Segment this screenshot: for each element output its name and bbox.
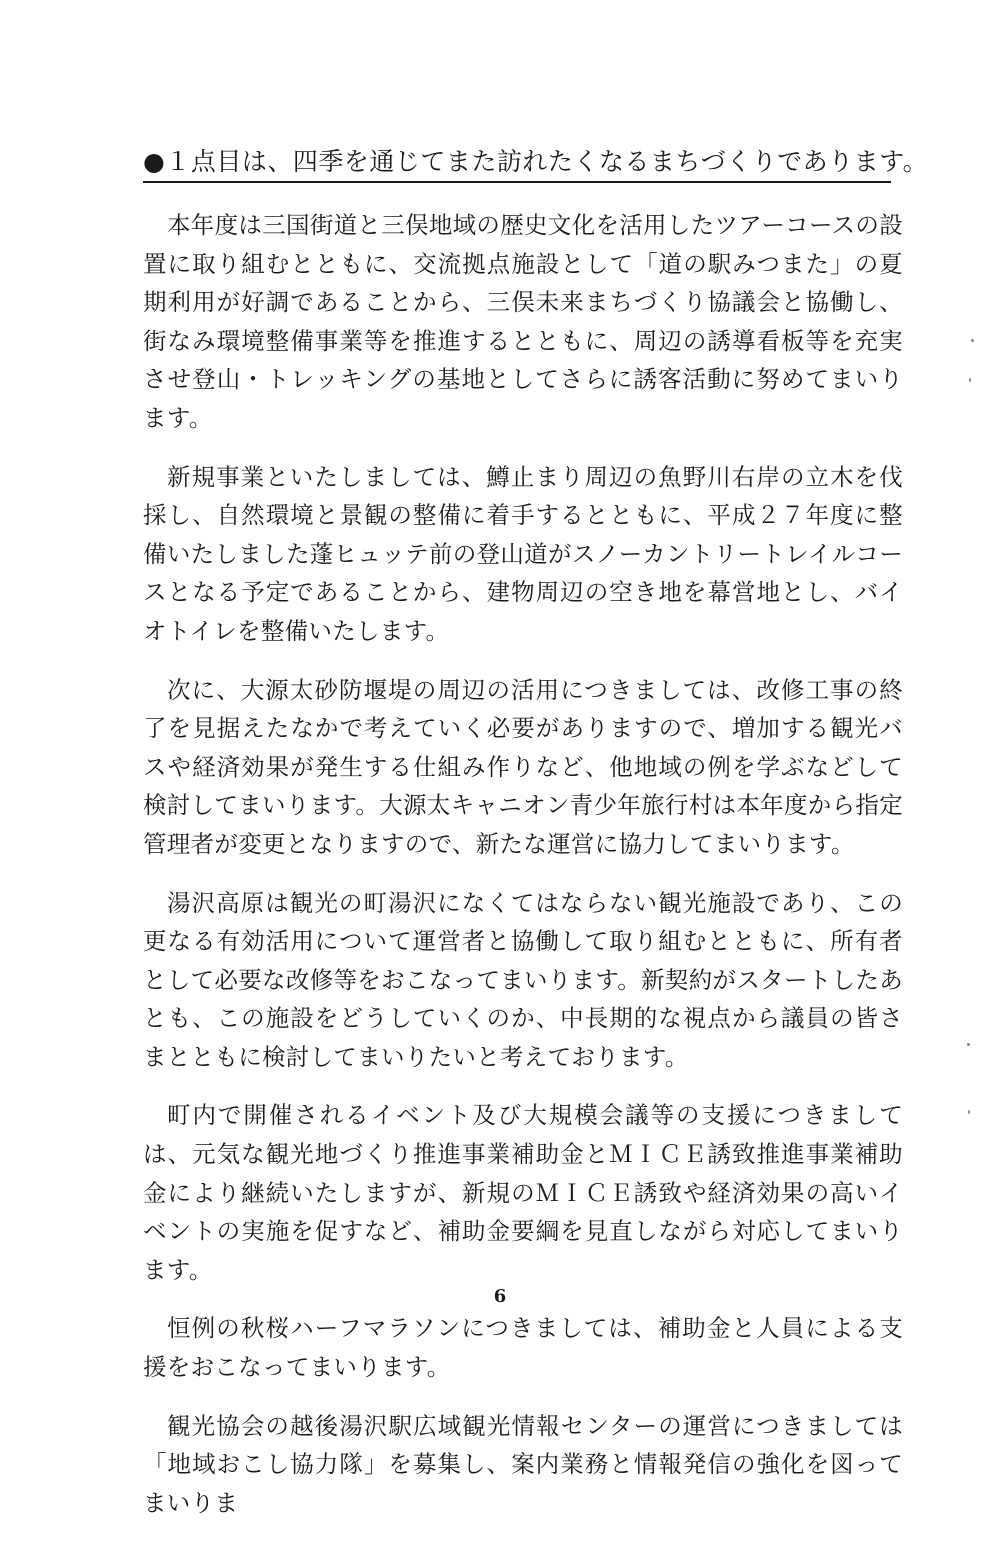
paragraph-4: 湯沢高原は観光の町湯沢になくてはならない観光施設であり、この更なる有効活用について運営者と協働して取り組むとともに、所有者として必要な改修等をおこなってまいります。新契約がスタートしたあとも、この施設をどうしていくのか、中長期的な視点から議員の皆さまとともに検討してまいりたいと考えております。	[143, 888, 903, 1071]
body-text	[143, 206, 903, 1542]
page-number: 6	[493, 1286, 507, 1307]
paragraph-1: 本年度は三国街道と三俣地域の歴史文化を活用したツアーコースの設置に取り組むとともに、交流拠点施設として「道の駅みつまた」の夏期利用が好調であることから、三俣未来まちづくり協議会と協働し、街なみ環境整備事業等を推進するとともに、周辺の誘導看板等を充実させ登山・トレッキングの基地としてさらに誘客活動に努めてまいります。	[143, 211, 903, 432]
scan-speck	[967, 1043, 970, 1046]
scan-speck	[971, 339, 974, 342]
paragraph-3: 次に、大源太砂防堰堤の周辺の活用につきましては、改修工事の終了を見据えたなかで考えていく必要がありますので、増加する観光バスや経済効果が発生する仕組み作りなど、他地域の例を学ぶなどして検討してまいります。大源太キャニオン青少年旅行村は本年度から指定管理者が変更となりますので、新たな運営に協力してまいります。	[143, 675, 903, 858]
paragraph-6: 恒例の秋桜ハーフマラソンにつきましては、補助金と人員による支援をおこなってまいります。	[143, 1314, 903, 1382]
paragraph-5: 町内で開催されるイベント及び大規模会議等の支援につきましては、元気な観光地づくり推進事業補助金とＭＩＣＥ誘致推進事業補助金により継続いたしますが、新規のＭＩＣＥ誘致や経済効果の高いイベントの実施を促すなど、補助金要綱を見直しながら対応してまいります。	[143, 1101, 903, 1284]
scan-speck	[968, 1110, 970, 1114]
section-heading: ●１点目は、四季を通じてまた訪れたくなるまちづくりであります。	[143, 146, 891, 183]
scan-speck	[969, 378, 971, 382]
paragraph-7: 観光協会の越後湯沢駅広域観光情報センターの運営につきましては「地域おこし協力隊」を募集し、案内業務と情報発信の強化を図ってまいりま	[143, 1411, 903, 1517]
paragraph-2: 新規事業といたしましては、鱒止まり周辺の魚野川右岸の立木を伐採し、自然環境と景観の整備に着手するとともに、平成２７年度に整備いたしました蓬ヒュッテ前の登山道がスノーカントリートレイルコースとなる予定であることから、建物周辺の空き地を幕営地とし、バイオトイレを整備いたします。	[143, 462, 903, 645]
